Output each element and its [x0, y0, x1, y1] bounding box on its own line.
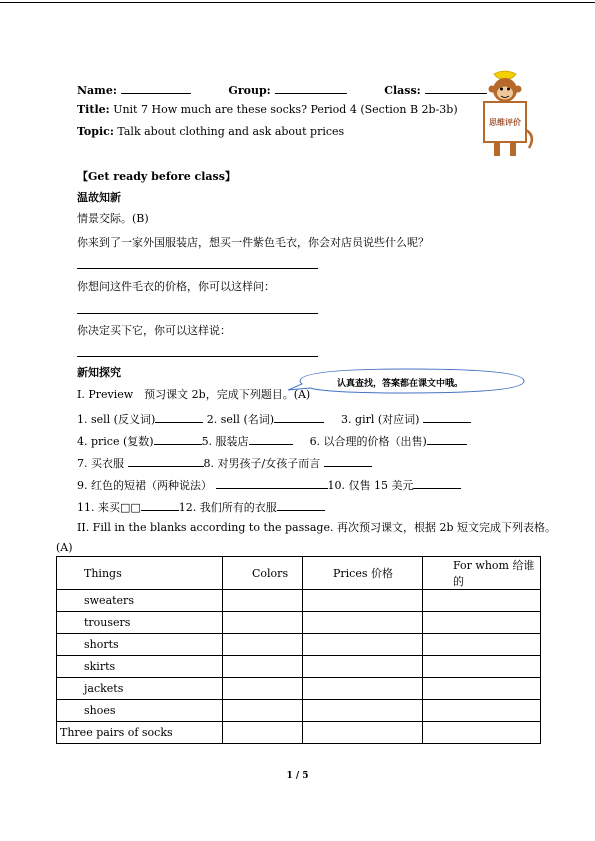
table-header-row — [57, 557, 541, 590]
table-cell-color[interactable] — [223, 700, 303, 722]
table-cell-price[interactable] — [303, 634, 423, 656]
clothing-table — [56, 556, 541, 744]
bubble-text: 认真查找，答案都在课文中哦。 — [337, 379, 464, 389]
vocab-item: 10. 仅售 15 美元 — [327, 479, 414, 492]
vocab-blank[interactable] — [155, 411, 203, 423]
answer-line-1[interactable] — [77, 268, 318, 269]
vocab-blank[interactable] — [427, 433, 467, 445]
vocab-row-1 — [77, 411, 471, 427]
mascot-sign-text: 思维评价 — [489, 117, 521, 127]
table-row — [57, 656, 541, 678]
table-cell-for-whom[interactable] — [423, 656, 541, 678]
vocab-blank[interactable] — [413, 477, 461, 489]
review-situation: 情景交际。(B) — [77, 212, 149, 225]
table-cell-thing: jackets — [57, 678, 223, 700]
vocab-blank[interactable] — [423, 411, 471, 423]
vocab-item: 7. 买衣服 — [77, 457, 124, 470]
vocab-item: 3. girl (对应词) — [341, 413, 420, 426]
topic-label: Topic: — [77, 125, 114, 138]
fill-instructions: II. Fill in the blanks according to the passage. 再次预习课文，根据 2b 短文完成下列表格。 — [77, 521, 557, 534]
table-cell-thing: shorts — [57, 634, 223, 656]
vocab-item: 4. price (复数) — [77, 435, 154, 448]
vocab-item: 5. 服装店 — [201, 435, 249, 448]
table-cell-price[interactable] — [303, 700, 423, 722]
title-text: Unit 7 How much are these socks? Period 4 (Section B 2b-3b) — [113, 103, 458, 116]
table-cell-thing: skirts — [57, 656, 223, 678]
review-heading: 温故知新 — [77, 191, 121, 204]
table-cell-price[interactable] — [303, 722, 423, 744]
explore-heading: 新知探究 — [77, 366, 121, 379]
table-cell-for-whom[interactable] — [423, 678, 541, 700]
topic-text: Talk about clothing and ask about prices — [117, 125, 345, 138]
title-label: Title: — [77, 103, 110, 116]
table-header-colors: Colors — [223, 557, 303, 590]
preview-instructions: I. Preview 预习课文 2b，完成下列题目。(A) — [77, 388, 311, 401]
table-row — [57, 634, 541, 656]
table-row — [57, 678, 541, 700]
group-blank[interactable] — [275, 82, 347, 94]
vocab-blank[interactable] — [154, 433, 202, 445]
table-cell-for-whom[interactable] — [423, 722, 541, 744]
vocab-blank[interactable] — [249, 433, 293, 445]
table-row — [57, 590, 541, 612]
name-label: Name: — [77, 84, 117, 97]
vocab-item: 2. sell (名词) — [206, 413, 275, 426]
table-cell-color[interactable] — [223, 590, 303, 612]
vocab-row-3 — [77, 455, 372, 471]
table-cell-price[interactable] — [303, 590, 423, 612]
fill-level: (A) — [56, 541, 73, 554]
table-cell-price[interactable] — [303, 656, 423, 678]
vocab-blank[interactable] — [128, 455, 204, 467]
review-question-3: 你决定买下它，你可以这样说： — [77, 324, 231, 337]
page-number: 1 / 5 — [286, 771, 309, 781]
vocab-item: 9. 红色的短裙（两种说法） — [77, 479, 212, 492]
answer-line-2[interactable] — [77, 313, 318, 314]
table-cell-color[interactable] — [223, 656, 303, 678]
table-cell-color[interactable] — [223, 722, 303, 744]
table-header-for-whom: For whom 给谁的 — [423, 557, 541, 590]
table-cell-color[interactable] — [223, 612, 303, 634]
vocab-item: 12. 我们所有的衣服 — [178, 501, 277, 514]
vocab-blank[interactable] — [274, 411, 324, 423]
name-blank[interactable] — [121, 82, 191, 94]
table-row — [57, 722, 541, 744]
table-cell-thing: shoes — [57, 700, 223, 722]
monkey-icon — [474, 68, 536, 160]
section-heading-ready: 【Get ready before class】 — [77, 170, 236, 183]
vocab-blank[interactable] — [324, 455, 372, 467]
vocab-item: 1. sell (反义词) — [77, 413, 156, 426]
table-header-things: Things — [57, 557, 223, 590]
answer-line-3[interactable] — [77, 356, 318, 357]
vocab-item: 8. 对男孩子/女孩子而言 — [203, 457, 321, 470]
topic-line — [77, 125, 344, 139]
table-header-prices: Prices 价格 — [303, 557, 423, 590]
table-cell-price[interactable] — [303, 678, 423, 700]
vocab-blank[interactable] — [277, 499, 325, 511]
table-row — [57, 700, 541, 722]
group-label: Group: — [228, 84, 271, 97]
vocab-item: 11. 来买□□ — [77, 501, 141, 514]
vocab-row-5 — [77, 499, 325, 515]
title-line — [77, 103, 458, 117]
table-cell-color[interactable] — [223, 678, 303, 700]
table-cell-thing: Three pairs of socks — [57, 722, 223, 744]
review-question-2: 你想问这件毛衣的价格，你可以这样问： — [77, 280, 275, 293]
table-cell-for-whom[interactable] — [423, 612, 541, 634]
header-fields — [77, 82, 487, 98]
vocab-row-2 — [77, 433, 467, 449]
top-border — [0, 2, 595, 3]
table-cell-color[interactable] — [223, 634, 303, 656]
table-cell-for-whom[interactable] — [423, 590, 541, 612]
vocab-blank[interactable] — [216, 477, 328, 489]
class-label: Class: — [384, 84, 421, 97]
vocab-blank[interactable] — [141, 499, 179, 511]
table-cell-for-whom[interactable] — [423, 634, 541, 656]
vocab-item: 6. 以合理的价格（出售) — [309, 435, 427, 448]
review-question-1: 你来到了一家外国服装店，想买一件紫色毛衣，你会对店员说些什么呢？ — [77, 236, 429, 249]
vocab-row-4 — [77, 477, 461, 493]
table-row — [57, 612, 541, 634]
table-cell-thing: sweaters — [57, 590, 223, 612]
table-cell-for-whom[interactable] — [423, 700, 541, 722]
table-cell-thing: trousers — [57, 612, 223, 634]
table-cell-price[interactable] — [303, 612, 423, 634]
